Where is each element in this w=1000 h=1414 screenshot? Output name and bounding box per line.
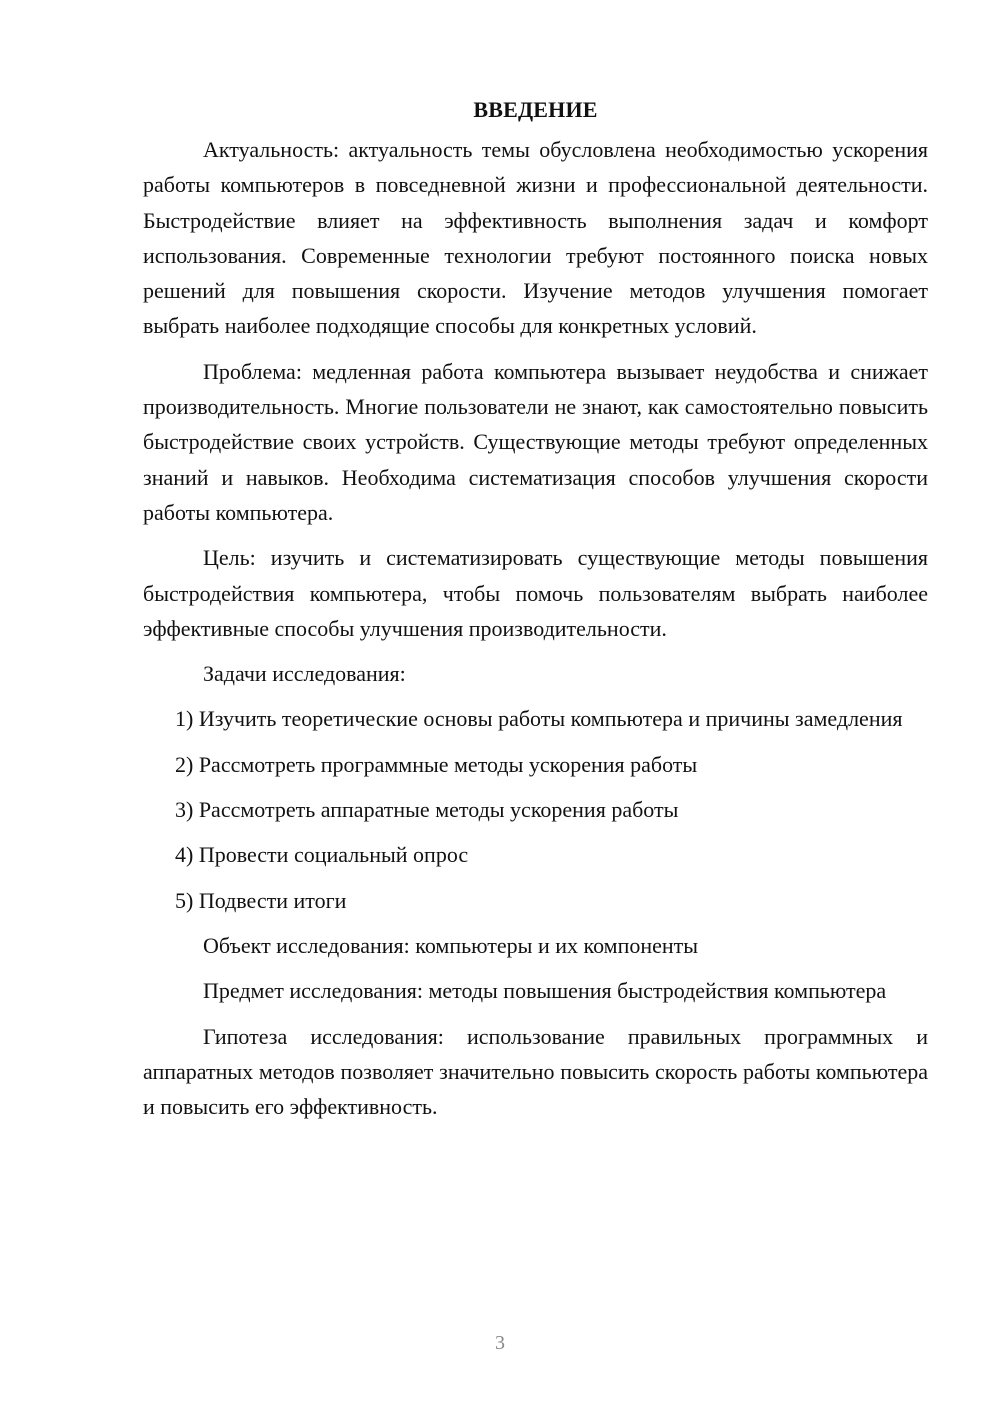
paragraph-subject: Предмет исследования: методы повышения быстродействия компьютера (203, 978, 887, 1004)
paragraph-tasks-heading: Задачи исследования: (203, 661, 406, 687)
task-item-4: 4) Провести социальный опрос (175, 842, 469, 868)
task-item-2: 2) Рассмотреть программные методы ускорения работы (175, 751, 698, 777)
task-item-1: 1) Изучить теоретические основы работы компьютера и причины замедления (175, 706, 903, 732)
paragraph-hypothesis: Гипотеза исследования: использование правильных программных и аппаратных методов позволяет значительно повысить скорость работы компьютера и повысить его эффективность. (143, 1023, 928, 1120)
paragraph-goal: Цель: изучить и систематизировать существующие методы повышения быстродействия компьютера, чтобы помочь пользователям выбрать наиболее эффективные способы улучшения производительности. (143, 545, 928, 641)
task-item-5: 5) Подвести итоги (175, 887, 347, 913)
page-number: 3 (495, 1332, 505, 1354)
section-title: ВВЕДЕНИЕ (473, 97, 598, 122)
paragraph-object: Объект исследования: компьютеры и их компоненты (203, 932, 699, 958)
paragraph-problem: Проблема: медленная работа компьютера вызывает неудобства и снижает производительность. Многие пользователи не знают, как самостоятельно повысить быстродействие своих устройств. Существующие методы требуют определенных знаний и навыков. Необходима систематизация способов улучшения скорости работы компьютера. (143, 358, 928, 525)
paragraph-relevance: Актуальность: актуальность темы обусловлена необходимостью ускорения работы компьютеров в повседневной жизни и профессиональной деятельности. Быстродействие влияет на эффективность выполнения задач и комфорт использования. Современные технологии требуют постоянного поиска новых решений для повышения скорости. Изучение методов улучшения помогает выбрать наиболее подходящие способы для конкретных условий. (143, 137, 928, 339)
document-body (143, 92, 928, 1134)
task-item-3: 3) Рассмотреть аппаратные методы ускорения работы (175, 797, 679, 823)
